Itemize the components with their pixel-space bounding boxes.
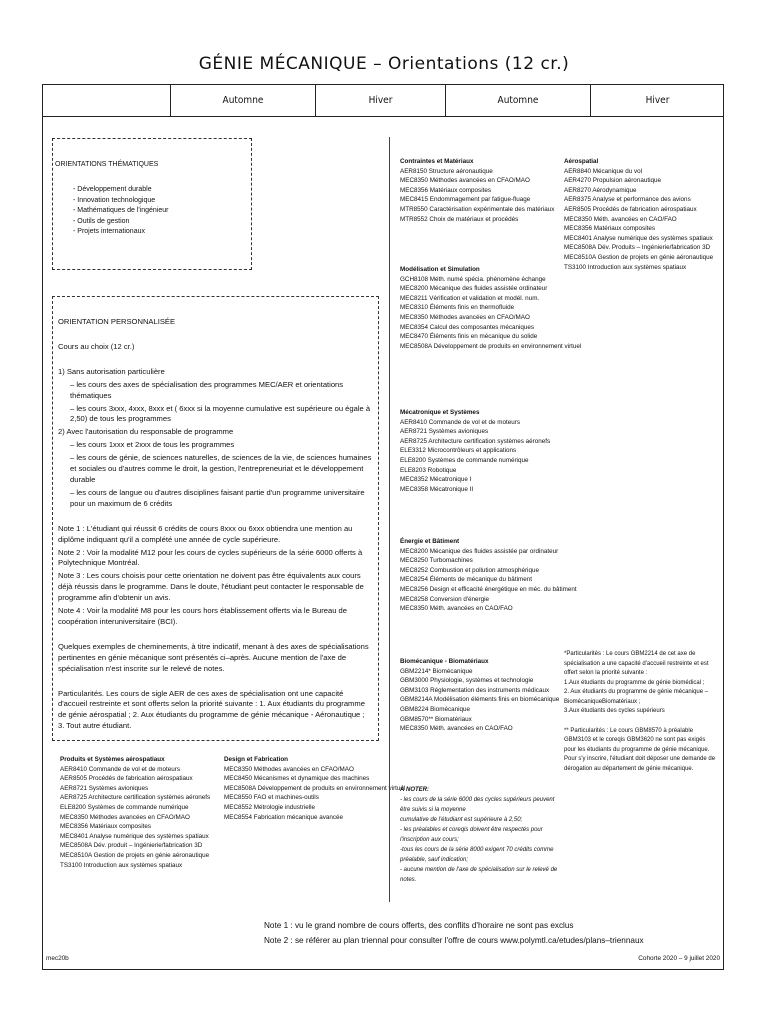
note-3: Note 3 : Les cours choisis pour cette orientation ne doivent pas être équivalents aux cours déjà réussis dans le programme. Dans le doute, l'étudiant peut contacter le responsable de programme afin d'obtenir un avis. [58, 571, 364, 603]
rule-1: 1) Sans autorisation particulière [58, 366, 165, 376]
course-item: MEC8254 Éléments de mécanique du bâtiment [400, 576, 532, 584]
course-item: GBM8224 Biomécanique [400, 705, 471, 713]
course-item: ELE8200 Systèmes de commande numérique [60, 803, 189, 811]
rule-2c: – les cours de langue ou d'autres disciplines faisant partie d'un programme universitaire pour un maximum de 6 crédits [70, 487, 365, 508]
course-item: MEC8350 Méthodes avancées en CFAO/MAO [60, 813, 190, 821]
course-item: MEC8350 Méthodes avancées en CFAO/MAO [400, 313, 530, 321]
bottom-note-2: Note 2 : se référer au plan triennal pour consulter l'offre de cours www.polymtl.ca/etudes/plans–triennaux [264, 936, 644, 945]
course-item: MEC8256 Design et efficacité énergétique en méc. du bâtiment [400, 585, 577, 593]
course-item: AER8410 Commande de vol et de moteurs [400, 418, 521, 426]
course-item: AER8150 Structure aéronautique [400, 167, 493, 175]
list-biomeca [400, 657, 559, 734]
course-item: MEC8358 Mécatronique II [400, 485, 474, 493]
list-item: - Mathématiques de l'ingénieur [73, 207, 169, 214]
course-item: MTR8552 Choix de matériaux et procédés [400, 215, 519, 223]
course-item: MEC8350 Méth. avancées en CAO/FAO [564, 215, 677, 223]
note-2: Note 2 : Voir la modalité M12 pour les cours de cycles supérieurs de la série 6000 offerts à Polytechnique Montréal. [58, 547, 363, 568]
course-item: MEC8252 Combustion et pollution atmosphérique [400, 566, 539, 574]
rule-1a: – les cours des axes de spécialisation des programmes MEC/AER et orientations thématiques [70, 379, 344, 400]
column-divider [389, 137, 390, 902]
course-item: ELE8200 Systèmes de commande numérique [400, 456, 529, 464]
course-item: MEC8356 Matériaux composites [400, 186, 491, 194]
choice-line: Cours au choix (12 cr.) [58, 341, 135, 351]
course-item: MEC8350 Méth. avancées en CAO/FAO [400, 725, 513, 733]
course-item: MEC8508A Développement de produits en environnement virtuel [224, 784, 406, 792]
particularities-1c: 3.Aux étudiants des cycles supérieurs [564, 708, 665, 714]
course-item: MEC8510A Gestion de projets en génie aéronautique [564, 253, 714, 261]
bottom-note-1: Note 1 : vu le grand nombre de cours offerts, des conflits d'horaire ne sont pas exclus [264, 921, 574, 930]
rule-2b: – les cours de génie, de sciences naturelles, de sciences de la vie, de sciences humaines et sociales ou d'autres comme le droit, la gestion, l'entrepreneuriat et le développement durable [70, 453, 372, 484]
header-hiver-2: Hiver [590, 84, 724, 117]
a-noter-box [400, 785, 560, 885]
a-noter-heading: À NOTER: [400, 787, 429, 793]
list-contraintes [400, 157, 554, 224]
particularities-note [564, 650, 719, 774]
personalized-heading: ORIENTATION PERSONNALISÉE [58, 317, 176, 326]
list-heading: Modélisation et Simulation [400, 266, 480, 273]
list-heading: Énergie et Bâtiment [400, 538, 460, 545]
header-automne-1: Automne [170, 84, 315, 117]
note-4: Note 4 : Voir la modalité M8 pour les cours hors établissement offerts via le Bureau de coopération interuniversitaire (BCI). [58, 606, 347, 626]
course-item: MTR8550 Caractérisation expérimentale des matériaux [400, 205, 555, 213]
course-item: AER8270 Aérodynamique [564, 186, 637, 194]
term-header-row [42, 84, 724, 117]
list-heading: Design et Fabrication [224, 756, 289, 763]
list-item: -tous les cours de la série 8000 exigent 70 crédits comme préalable, sauf indication; [400, 847, 554, 863]
course-item: MEC8401 Analyse numérique des systèmes spatiaux [564, 234, 713, 242]
bottom-notes [264, 918, 644, 948]
list-design [224, 755, 405, 822]
course-item: MEC8450 Mécanismes et dynamique des machines [224, 775, 370, 783]
particularities-1: *Particularités : Le cours GBM2214 de cet axe de spécialisation a une capacité d'accueil restreinte et est offert selon la priorité suivante : [564, 651, 709, 676]
course-item: AER8721 Systèmes avioniques [60, 784, 149, 792]
list-heading: Produits et Systèmes aérospatiaux [60, 756, 165, 763]
examples-paragraph: Quelques exemples de cheminements, à titre indicatif, menant à des axes de spécialisations pertinentes en génie mécanique sont présentés ci–après. Aucune mention de l'axe de spécialisation n'est inscrite sur le relevé de notes. [58, 641, 369, 673]
personalized-box [52, 296, 379, 741]
course-item: MEC8310 Éléments finis en thermofluide [400, 304, 515, 312]
list-item: - Innovation technologique [73, 196, 156, 204]
course-item: MEC8350 Méth. avancées en CAO/FAO [400, 605, 513, 613]
course-item: AER8410 Commande de vol et de moteurs [60, 765, 181, 773]
course-item: MEC8508A Dév. produit – Ingénierie/fabrication 3D [60, 842, 203, 850]
course-item: MEC8510A Gestion de projets en génie aéronautique [60, 851, 210, 859]
list-item: - Développement durable [73, 186, 152, 193]
page-title: GÉNIE MÉCANIQUE – Orientations (12 cr.) [198, 54, 570, 74]
particularities-paragraph: Particularités. Les cours de sigle AER de ces axes de spécialisation ont une capacité d'accueil restreinte et sont offerts selon la priorité suivante : 1. Aux étudiants du programme de génie aérospatial ; 2. Aux étudiants du programme de génie mécanique - Aéronautique ; 3. Tout autre étudiant. [58, 688, 365, 731]
course-item: MEC8356 Matériaux composites [60, 823, 151, 831]
course-item: MEC8470 Éléments finis en mécanique du solide [400, 333, 538, 341]
course-item: MEC8250 Turbomachines [400, 557, 473, 565]
list-item: - Outils de gestion [73, 217, 130, 225]
course-item: MEC8401 Analyse numérique des systèmes spatiaux [60, 832, 209, 840]
list-item: cumulative de l'étudiant est supérieure à 2,50; [400, 817, 523, 823]
list-heading: Contraintes et Matériaux [400, 158, 474, 165]
course-item: ELE8203 Robotique [400, 466, 457, 474]
course-item: GBM8570** Biomatériaux [400, 715, 472, 723]
course-item: MEC8350 Méthodes avancées en CFAO/MAO [400, 177, 530, 185]
course-item: AER8375 Analyse et performance des avions [564, 196, 691, 204]
course-item: AER4270 Propulsion aéronautique [564, 177, 661, 185]
list-item: - les préalables et coreqis doivent être respectés pour l'inscription aux cours; [400, 827, 543, 843]
course-item: GBM2214* Biomécanique [400, 667, 473, 675]
course-item: MEC8200 Mécanique des fluides assistée ordinateur [400, 285, 548, 293]
course-item: AER8721 Systèmes avioniques [400, 428, 489, 436]
course-item: MEC8508A Développement de produits en environnement virtuel [400, 342, 582, 350]
course-item: MEC8554 Fabrication mécanique avancée [224, 813, 344, 821]
list-energie [400, 537, 577, 614]
course-item: GBM8214A Modélisation éléments finis en biomécanique [400, 696, 560, 704]
course-item: TS3100 Introduction aux systèmes spatiaux [564, 263, 687, 271]
note-1: Note 1 : L'étudiant qui réussit 6 crédits de cours 8xxx ou 6xxx obtiendra une mention au diplôme indiquant qu'il a complété une année de cycle supérieure. [58, 523, 353, 544]
thematic-list [73, 185, 169, 238]
header-automne-2: Automne [445, 84, 590, 117]
list-produits [60, 755, 210, 870]
list-heading: Aérospatial [564, 158, 599, 165]
course-item: MEC8552 Métrologie industrielle [224, 803, 316, 811]
list-item: - les cours de la série 6000 des cycles supérieurs peuvent être suivis si la moyenne [400, 797, 555, 813]
course-item: GBM3000 Physiologie, systèmes et technologie [400, 677, 534, 685]
list-aerospatial [564, 157, 713, 272]
particularities-1b: 2. Aux étudiants du programme de génie mécanique – BiomécaniqueBiomatériaux ; [564, 689, 709, 705]
course-item: MEC8354 Calcul des composantes mécaniques [400, 323, 535, 331]
rule-2a: – les cours 1xxx et 2xxx de tous les programmes [70, 440, 235, 450]
course-item: MEC8352 Mécatronique I [400, 476, 472, 484]
list-heading: Mécatronique et Systèmes [400, 409, 480, 416]
footer-code: mec20b [46, 955, 69, 962]
course-item: AER8725 Architecture certification systèmes aéronefs [60, 794, 211, 802]
course-item: MEC8508A Dév. Produits – Ingénierie/fabrication 3D [564, 244, 711, 252]
course-item: MEC8350 Méthodes avancées en CFAO/MAO [224, 765, 354, 773]
rule-1b: – les cours 3xxx, 4xxx, 8xxx et ( 6xxx si la moyenne cumulative est supérieure ou égale à 2,50) de tous les programmes [70, 403, 371, 424]
course-item: AER8725 Architecture certification systèmes aéronefs [400, 437, 551, 445]
header-hiver-1: Hiver [315, 84, 445, 117]
course-item: MEC8356 Matériaux composites [564, 225, 655, 233]
list-mecatronique [400, 408, 550, 494]
course-item: ELE3312 Microcontrôleurs et applications [400, 447, 517, 455]
list-heading: Biomécanique - Biomatériaux [400, 658, 489, 665]
thematic-box [52, 138, 252, 270]
course-item: MEC8200 Mécanique des fluides assistée par ordinateur [400, 547, 559, 555]
course-item: AER8505 Procédés de fabrication aérospatiaux [60, 775, 193, 783]
particularities-1a: 1.Aux étudiants du programme de génie biomédical ; [564, 679, 705, 686]
list-modelisation [400, 265, 581, 351]
course-item: AER8505 Procédés de fabrication aérospatiaux [564, 205, 697, 213]
particularities-2: ** Particularités : Le cours GBM8570 à préalable GBM3103 et le coreqis GBM3620 ne sont pas exigés pour les étudiants du programme de génie mécanique. Pour s'y inscrire, l'étudiant doit déposer une demande de dérogation au département de génie mécanique. [564, 727, 716, 772]
rule-2: 2) Avec l'autorisation du responsable de programme [58, 427, 234, 437]
course-item: MEC8415 Endommagement par fatigue-fluage [400, 196, 531, 204]
footer-cohort: Cohorte 2020 – 9 juillet 2020 [638, 955, 720, 962]
course-item: TS3100 Introduction aux systèmes spatiaux [60, 861, 183, 869]
course-item: MEC8258 Conversion d'énergie [400, 595, 490, 603]
course-item: MEC8211 Vérification et validation et modél. num. [400, 294, 540, 302]
list-item: - Projets internationaux [73, 228, 145, 235]
list-item: - aucune mention de l'axe de spécialisation sur le relevé de notes. [400, 867, 558, 883]
thematic-heading: ORIENTATIONS THÉMATIQUES [55, 161, 159, 168]
course-item: GCH8108 Méth. numé spécia. phénomène échange [400, 275, 546, 283]
course-item: MEC8550 FAO et machines-outils [224, 794, 319, 802]
course-item: AER8840 Mécanique du vol [564, 167, 643, 175]
course-item: GBM3103 Réglementation des instruments médicaux [400, 686, 550, 694]
